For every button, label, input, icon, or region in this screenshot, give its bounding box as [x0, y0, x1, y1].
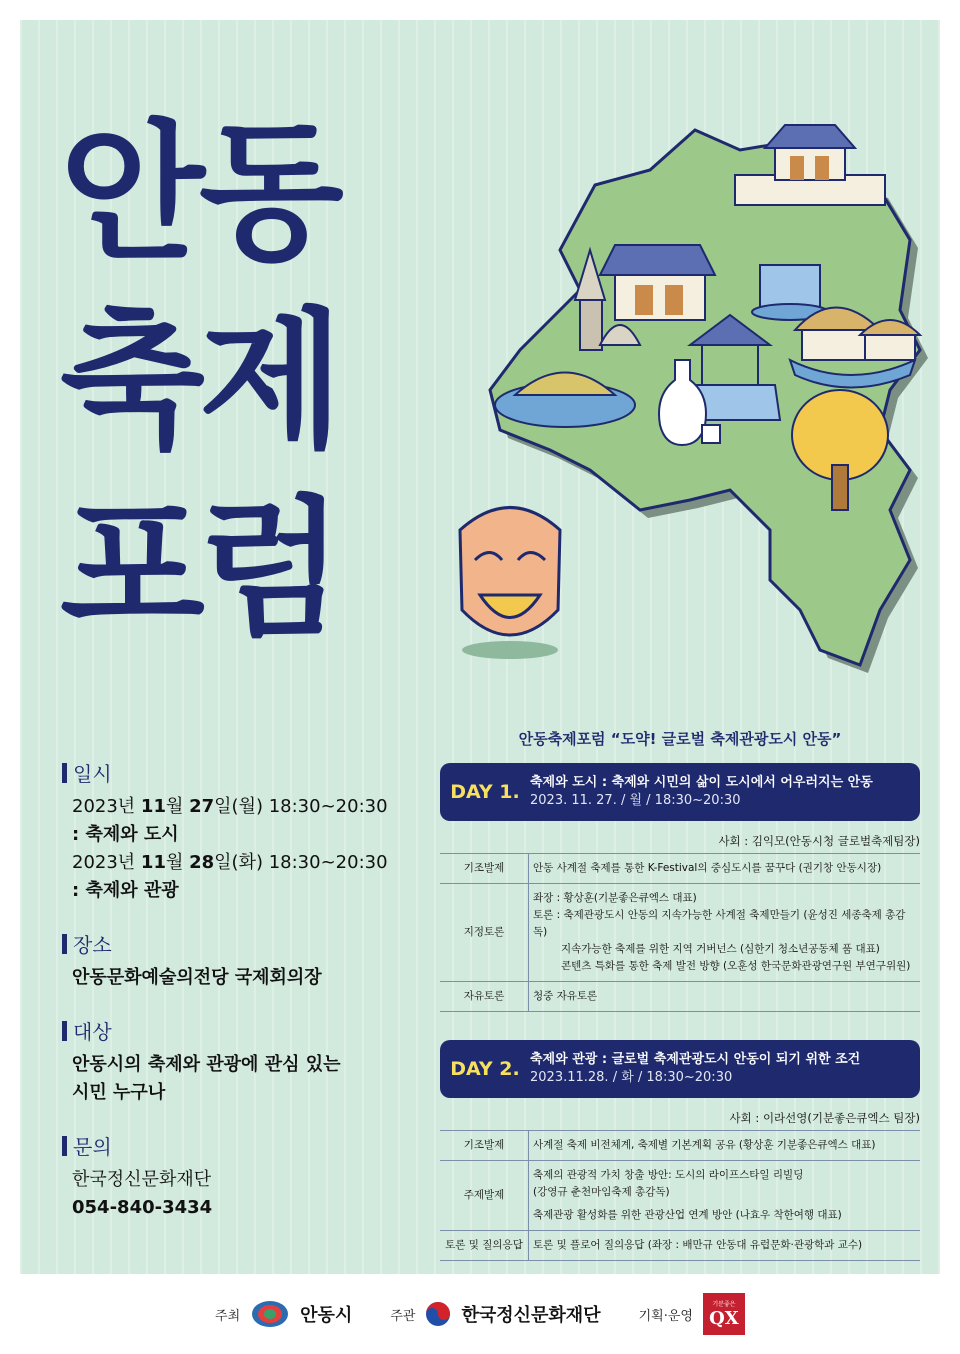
andong-city-logo-icon — [250, 1299, 290, 1329]
target-section — [62, 1016, 432, 1107]
info-panel — [62, 758, 432, 1246]
target-value-2: 시민 누구나 — [72, 1082, 166, 1103]
taegeuk-logo-icon — [425, 1301, 451, 1327]
day1-header — [440, 763, 920, 821]
day2-moderator: 사회 : 이라선영(기분좋은큐엑스 팀장) — [729, 1111, 920, 1125]
program-panel — [440, 728, 920, 1261]
date-label: 일시 — [73, 762, 112, 786]
date-section — [62, 758, 432, 905]
day2-schedule-table — [440, 1130, 920, 1261]
contact-section — [62, 1131, 432, 1222]
qx-logo-icon: 기분좋은 QX — [703, 1293, 745, 1335]
table-row: 자유토론 청중 자유토론 — [440, 982, 920, 1012]
day2-header — [440, 1040, 920, 1098]
planner-label: 기획·운영 — [638, 1308, 693, 1324]
organizer-label: 주관 — [390, 1308, 416, 1324]
day2-label: DAY 2. — [450, 1058, 520, 1080]
day1-date: 2023. 11. 27. / 월 / 18:30~20:30 — [530, 793, 741, 808]
table-row: 기조발제 안동 사계절 축제를 통한 K-Festival의 중심도시를 꿈꾸다 (권기창 안동시장) — [440, 854, 920, 884]
title-line-1: 안동 — [60, 107, 338, 281]
place-section — [62, 929, 432, 992]
table-row: 기조발제 사계절 축제 비전체계, 축제별 기본계획 공유 (황상훈 기분좋은큐엑스 대표) — [440, 1131, 920, 1161]
main-title — [60, 100, 338, 664]
day2-theme: 축제와 관광 : 글로벌 축제관광도시 안동이 되기 위한 조건 — [530, 1052, 861, 1067]
day2-date: 2023.11.28. / 화 / 18:30~20:30 — [530, 1070, 733, 1085]
label-bar — [62, 934, 67, 954]
table-row: 지정토론 좌장 : 황상훈(기분좋은큐엑스 대표) 토론 : 축제관광도시 안동의 지속가능한 사계절 축제만들기 (윤성진 세종축제 총감독) 지속가능한 축제를 위한 지역 거버넌스 (심한기 청소년공동체 품 대표) 콘텐츠 특화를 통한 축제 발전 방향 (오훈성 한국문화관광연구원 부연구위원) — [440, 884, 920, 982]
planner-sponsor — [639, 1293, 745, 1335]
program-title: 안동축제포럼 “도약! 글로벌 축제관광도시 안동” — [518, 730, 842, 748]
host-label: 주최 — [215, 1308, 241, 1324]
date-line-1: 2023년 11월 27일(월) 18:30~20:30 — [72, 796, 388, 817]
organizer-name: 한국정신문화재단 — [461, 1305, 601, 1326]
day1-schedule-table — [440, 853, 920, 1012]
hahoe-mask-icon — [460, 508, 560, 660]
sponsor-footer — [0, 1274, 960, 1354]
andong-map-illustration — [440, 90, 940, 690]
label-bar — [62, 1136, 67, 1156]
label-bar — [62, 1021, 67, 1041]
contact-phone: 054-840-3434 — [72, 1197, 213, 1218]
title-line-2: 축제 — [60, 295, 338, 469]
target-label: 대상 — [73, 1020, 112, 1044]
host-sponsor — [215, 1299, 352, 1329]
contact-label: 문의 — [73, 1135, 112, 1159]
date-theme-1: : 축제와 도시 — [72, 824, 179, 845]
target-value-1: 안동시의 축제와 관광에 관심 있는 — [72, 1054, 341, 1075]
place-label: 장소 — [73, 933, 112, 957]
date-line-2: 2023년 11월 28일(화) 18:30~20:30 — [72, 852, 388, 873]
day1-label: DAY 1. — [450, 781, 520, 803]
day1-theme: 축제와 도시 : 축제와 시민의 삶이 도시에서 어우러지는 안동 — [530, 775, 873, 790]
contact-org: 한국정신문화재단 — [72, 1169, 212, 1190]
title-line-3: 포럼 — [60, 483, 338, 657]
organizer-sponsor — [390, 1301, 600, 1327]
label-bar — [62, 763, 67, 783]
table-row: 토론 및 질의응답 토론 및 플로어 질의응답 (좌장 : 배만규 안동대 유럽문화·관광학과 교수) — [440, 1231, 920, 1261]
date-theme-2: : 축제와 관광 — [72, 880, 179, 901]
place-value: 안동문화예술의전당 국제회의장 — [72, 967, 322, 988]
table-row: 주제발제 축제의 관광적 가치 창출 방안: 도시의 라이프스타일 리빌딩 (강영규 춘천마임축제 총감독) 축제관광 활성화를 위한 관광산업 연계 방안 (나효우 착한여행 대표) — [440, 1161, 920, 1231]
poster — [20, 20, 940, 1274]
day1-moderator: 사회 : 김익모(안동시청 글로벌축제팀장) — [718, 834, 920, 848]
host-name: 안동시 — [300, 1305, 353, 1326]
